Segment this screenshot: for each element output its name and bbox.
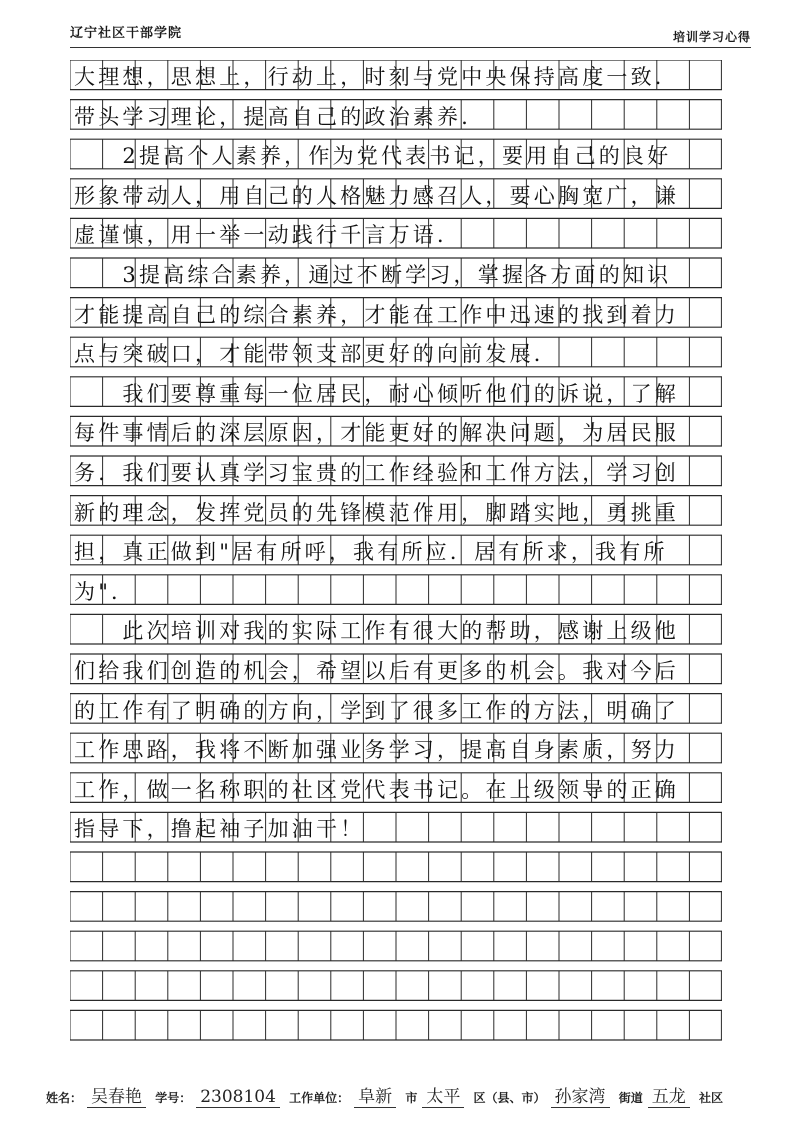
community-value: 五龙 — [648, 1087, 690, 1108]
body-line: 带头学习理论，提高自己的政治素养． — [74, 104, 486, 129]
body-line: 指导下，撸起袖子加油干！ — [74, 817, 365, 842]
body-line: 虚谨慎，用一举一动践行千言万语． — [74, 223, 462, 248]
body-line: 工作思路，我将不断加强业务学习，提高自身素质，努力 — [74, 738, 679, 763]
document-title: 培训学习心得 — [672, 30, 751, 44]
unit-label: 工作单位： — [289, 1091, 350, 1105]
body-line: 工作，做一名称职的社区党代表书记。在上级领导的正确 — [74, 777, 679, 802]
district-value: 太平 — [422, 1087, 464, 1108]
street-label: 街道 — [618, 1091, 643, 1105]
institution-name: 辽宁社区干部学院 — [70, 26, 183, 41]
body-line: 们给我们创造的机会，希望以后有更多的机会。我对今后 — [74, 659, 679, 683]
body-line: 才能提高自己的综合素养，才能在工作中迅速的找到着力 — [74, 302, 679, 327]
city-label: 市 — [405, 1091, 418, 1105]
id-label: 学号： — [155, 1091, 192, 1105]
name-label: 姓名： — [46, 1091, 83, 1105]
header-divider — [70, 47, 751, 48]
city-value: 阜新 — [354, 1087, 396, 1108]
body-line: 形象带动人，用自己的人格魅力感召人，要心胸宽广，谦 — [74, 183, 679, 208]
body-line: 的工作有了明确的方向，学到了很多工作的方法，明确了 — [74, 698, 679, 723]
body-line: 为"． — [74, 579, 136, 604]
body-line: 务．我们要认真学习宝贵的工作经验和工作方法，学习创 — [74, 461, 679, 485]
community-label: 社区 — [698, 1091, 723, 1105]
footer-info — [44, 1082, 725, 1107]
street-value: 孙家湾 — [551, 1087, 610, 1108]
district-label: 区（县、市） — [473, 1091, 546, 1105]
body-line: 点与突破口，才能带领支部更好的向前发展． — [74, 342, 558, 367]
body-line: 3提高综合素养，通过不断学习，掌握各方面的知识 — [74, 263, 672, 287]
name-value: 吴春艳 — [87, 1087, 146, 1108]
id-value: 2308104 — [196, 1087, 280, 1108]
body-line: 担，真正做到"居有所呼，我有所应．居有所求，我有所 — [74, 540, 668, 565]
body-line: 2提高个人素养，作为党代表书记，要用自己的良好 — [74, 144, 672, 169]
body-line: 每件事情后的深层原因，才能更好的解决问题，为居民服 — [74, 421, 679, 446]
body-line: 新的理念，发挥党员的先锋模范作用，脚踏实地，勇挑重 — [74, 500, 679, 525]
body-line: 此次培训对我的实际工作有很大的帮助，感谢上级他 — [74, 619, 679, 644]
body-line: 大理想，思想上，行动上，时刻与党中央保持高度一致． — [74, 65, 679, 89]
body-line: 我们要尊重每一位居民，耐心倾听他们的诉说，了解 — [74, 381, 679, 406]
